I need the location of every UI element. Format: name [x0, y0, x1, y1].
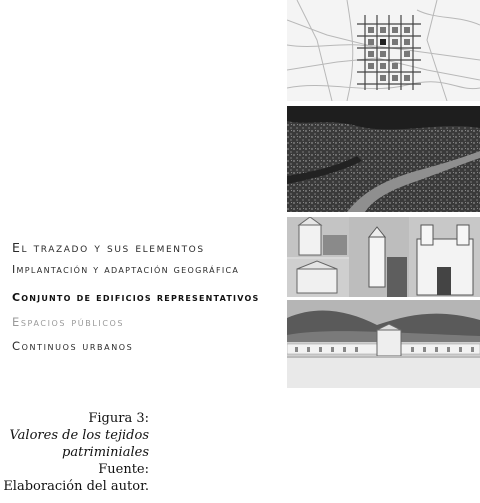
figure-title-line2: patriminiales	[62, 445, 149, 460]
source-text: Elaboración del autor.	[3, 479, 149, 494]
aerial-city-view	[287, 106, 480, 212]
figure-title-line1: Valores de los tejidos	[9, 428, 149, 443]
list-item-edificios: Conjunto de edificios representativos	[12, 291, 260, 304]
colonial-churches-collage	[287, 217, 480, 297]
list-item-trazado: El trazado y sus elementos	[12, 240, 205, 255]
list-item-continuos: Continuos urbanos	[12, 339, 134, 353]
source-label: Fuente:	[98, 462, 149, 477]
main-plaza-photo	[287, 300, 480, 388]
figure-caption	[0, 410, 149, 495]
figure-label: Figura 3:	[88, 411, 149, 426]
list-item-espacios: Espacios públicos	[12, 315, 125, 329]
list-item-implantacion: Implantación y adaptación geográfica	[12, 263, 240, 276]
urban-grid-map	[287, 0, 480, 101]
